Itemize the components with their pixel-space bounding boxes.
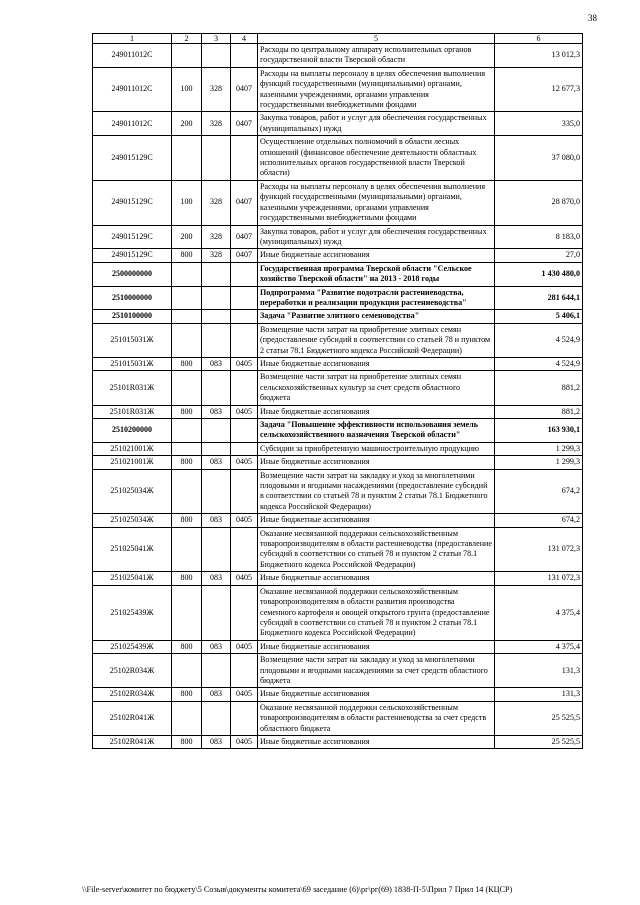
cell-name: Закупка товаров, работ и услуг для обеспечения государственных (муниципальных) нужд <box>258 225 495 249</box>
cell-code: 2510200000 <box>93 419 172 443</box>
column-header: 4 <box>231 34 258 44</box>
cell-section-code: 0407 <box>231 112 258 136</box>
cell-amount: 37 080,0 <box>495 136 583 181</box>
table-body <box>93 44 583 749</box>
table-row <box>93 371 583 405</box>
cell-code: 249011012С <box>93 67 172 112</box>
cell-expense-type: 100 <box>172 67 202 112</box>
cell-name: Возмещение части затрат на закладку и уход за многолетними плодовыми и ягодными насаждениями (предоставление субсидий в соответствии со статьей 78 и пунктом 2 статьи 78.1 Бюджетного кодекса Российской Федерации) <box>258 469 495 514</box>
cell-expense-type: 800 <box>172 456 202 469</box>
cell-amount: 881,2 <box>495 405 583 418</box>
cell-code: 251015031Ж <box>93 323 172 357</box>
cell-ministry-code <box>202 469 231 514</box>
cell-code: 251021001Ж <box>93 442 172 455</box>
cell-name: Оказание несвязанной поддержки сельскохозяйственным товаропроизводителям в области растениеводства (предоставление субсидий в соответствии со статьей 78 и пунктом 2 статьи 78.1 Бюджетного кодекса Российской Федерации) <box>258 527 495 572</box>
cell-expense-type <box>172 527 202 572</box>
cell-code: 249015129С <box>93 136 172 181</box>
cell-ministry-code <box>202 262 231 286</box>
table-row <box>93 514 583 527</box>
cell-section-code <box>231 262 258 286</box>
cell-ministry-code <box>202 701 231 735</box>
table-row <box>93 585 583 640</box>
cell-section-code: 0405 <box>231 405 258 418</box>
cell-amount: 4 375,4 <box>495 585 583 640</box>
cell-code: 2500000000 <box>93 262 172 286</box>
cell-amount: 335,0 <box>495 112 583 136</box>
cell-expense-type <box>172 310 202 323</box>
cell-section-code <box>231 323 258 357</box>
cell-ministry-code: 083 <box>202 572 231 585</box>
cell-expense-type: 800 <box>172 514 202 527</box>
cell-expense-type: 800 <box>172 405 202 418</box>
table-row <box>93 469 583 514</box>
cell-name: Задача "Развитие элитного семеноводства" <box>258 310 495 323</box>
cell-amount: 4 524,9 <box>495 323 583 357</box>
table-row <box>93 262 583 286</box>
cell-code: 251025041Ж <box>93 527 172 572</box>
cell-ministry-code <box>202 527 231 572</box>
cell-ministry-code <box>202 286 231 310</box>
cell-expense-type: 200 <box>172 112 202 136</box>
table-row <box>93 249 583 262</box>
cell-ministry-code: 083 <box>202 456 231 469</box>
cell-expense-type <box>172 654 202 688</box>
cell-code: 25102R034Ж <box>93 688 172 701</box>
cell-section-code <box>231 442 258 455</box>
cell-name: Возмещение части затрат на закладку и уход за многолетними плодовыми и ягодными насаждениями за счет средств областного бюджета <box>258 654 495 688</box>
cell-ministry-code <box>202 585 231 640</box>
cell-expense-type: 200 <box>172 225 202 249</box>
cell-code: 25102R034Ж <box>93 654 172 688</box>
file-path-footer: \\File-server\комитет по бюджету\5 Созыв\документы комитета\69 заседание (6)\рг\рг(69) 1838-П-5\Прил 7 Прил 14 (КЦСР) <box>82 885 513 894</box>
cell-ministry-code: 083 <box>202 357 231 370</box>
cell-amount: 13 012,3 <box>495 44 583 68</box>
cell-amount: 4 375,4 <box>495 640 583 653</box>
cell-code: 249015129С <box>93 249 172 262</box>
cell-code: 249011012С <box>93 44 172 68</box>
cell-ministry-code: 083 <box>202 405 231 418</box>
cell-name: Расходы по центральному аппарату исполнительных органов государственной власти Тверской области <box>258 44 495 68</box>
table-row <box>93 735 583 748</box>
cell-amount: 25 525,5 <box>495 701 583 735</box>
cell-code: 251025041Ж <box>93 572 172 585</box>
cell-ministry-code: 328 <box>202 249 231 262</box>
table-header-row <box>93 34 583 44</box>
cell-amount: 25 525,5 <box>495 735 583 748</box>
table-row <box>93 405 583 418</box>
table-row <box>93 286 583 310</box>
column-header: 6 <box>495 34 583 44</box>
cell-expense-type <box>172 44 202 68</box>
cell-amount: 881,2 <box>495 371 583 405</box>
cell-code: 25101R031Ж <box>93 371 172 405</box>
cell-section-code: 0407 <box>231 67 258 112</box>
cell-section-code <box>231 419 258 443</box>
cell-ministry-code <box>202 310 231 323</box>
cell-code: 249015129С <box>93 225 172 249</box>
cell-section-code: 0405 <box>231 735 258 748</box>
table-row <box>93 640 583 653</box>
table-row <box>93 323 583 357</box>
cell-section-code: 0405 <box>231 514 258 527</box>
cell-code: 251025439Ж <box>93 640 172 653</box>
cell-name: Расходы на выплаты персоналу в целях обеспечения выполнения функций государственными (муниципальными) органами, казенными учреждениями, органами управления государственными внебюджетными фондами <box>258 67 495 112</box>
cell-expense-type: 800 <box>172 688 202 701</box>
cell-section-code <box>231 286 258 310</box>
cell-code: 25101R031Ж <box>93 405 172 418</box>
cell-name: Иные бюджетные ассигнования <box>258 688 495 701</box>
cell-amount: 5 406,1 <box>495 310 583 323</box>
cell-ministry-code <box>202 442 231 455</box>
table-row <box>93 654 583 688</box>
cell-expense-type <box>172 136 202 181</box>
cell-expense-type <box>172 323 202 357</box>
cell-name: Расходы на выплаты персоналу в целях обеспечения выполнения функций государственными (муниципальными) органами, казенными учреждениями, органами управления государственными внебюджетными фондами <box>258 180 495 225</box>
cell-section-code: 0407 <box>231 249 258 262</box>
cell-name: Осуществление отдельных полномочий в области лесных отношений (финансовое обеспечение деятельности областных исполнительных органов государственной власти Тверской области) <box>258 136 495 181</box>
cell-amount: 28 870,0 <box>495 180 583 225</box>
cell-section-code: 0405 <box>231 640 258 653</box>
cell-ministry-code <box>202 654 231 688</box>
column-header: 1 <box>93 34 172 44</box>
table-row <box>93 688 583 701</box>
column-header: 3 <box>202 34 231 44</box>
budget-table <box>92 33 583 749</box>
cell-amount: 131 072,3 <box>495 572 583 585</box>
cell-amount: 674,2 <box>495 469 583 514</box>
cell-amount: 163 930,1 <box>495 419 583 443</box>
cell-expense-type <box>172 585 202 640</box>
cell-amount: 281 644,1 <box>495 286 583 310</box>
cell-amount: 1 299,3 <box>495 442 583 455</box>
cell-ministry-code: 083 <box>202 514 231 527</box>
cell-name: Иные бюджетные ассигнования <box>258 735 495 748</box>
cell-section-code: 0405 <box>231 688 258 701</box>
table-row <box>93 701 583 735</box>
cell-code: 249015129С <box>93 180 172 225</box>
cell-name: Государственная программа Тверской области "Сельское хозяйство Тверской области" на 2013 - 2018 годы <box>258 262 495 286</box>
table-row <box>93 112 583 136</box>
table-row <box>93 456 583 469</box>
cell-name: Иные бюджетные ассигнования <box>258 249 495 262</box>
cell-name: Иные бюджетные ассигнования <box>258 456 495 469</box>
cell-ministry-code: 083 <box>202 640 231 653</box>
cell-ministry-code: 083 <box>202 735 231 748</box>
cell-code: 251015031Ж <box>93 357 172 370</box>
table-row <box>93 225 583 249</box>
cell-expense-type <box>172 262 202 286</box>
cell-name: Субсидии за приобретенную машиностроительную продукцию <box>258 442 495 455</box>
column-header: 5 <box>258 34 495 44</box>
table-row <box>93 310 583 323</box>
cell-ministry-code <box>202 44 231 68</box>
cell-expense-type <box>172 469 202 514</box>
cell-section-code <box>231 701 258 735</box>
cell-section-code <box>231 310 258 323</box>
cell-ministry-code <box>202 419 231 443</box>
cell-section-code: 0407 <box>231 225 258 249</box>
cell-name: Возмещение части затрат на приобретение элитных семян сельскохозяйственных культур за счет средств областного бюджета <box>258 371 495 405</box>
cell-code: 25102R041Ж <box>93 735 172 748</box>
cell-name: Подпрограмма "Развитие подотрасли растениеводства, переработки и реализации продукции растениеводства" <box>258 286 495 310</box>
cell-name: Возмещение части затрат на приобретение элитных семян (предоставление субсидий в соответствии со статьей 78 и пунктом 2 статьи 78.1 Бюджетного кодекса Российской Федерации) <box>258 323 495 357</box>
cell-name: Иные бюджетные ассигнования <box>258 405 495 418</box>
cell-section-code <box>231 585 258 640</box>
cell-ministry-code: 328 <box>202 225 231 249</box>
cell-section-code <box>231 469 258 514</box>
cell-name: Иные бюджетные ассигнования <box>258 572 495 585</box>
cell-code: 2510000000 <box>93 286 172 310</box>
cell-section-code: 0405 <box>231 456 258 469</box>
cell-amount: 1 430 480,0 <box>495 262 583 286</box>
cell-expense-type <box>172 419 202 443</box>
page-number: 38 <box>588 13 597 23</box>
cell-section-code <box>231 654 258 688</box>
cell-expense-type <box>172 442 202 455</box>
cell-amount: 8 183,0 <box>495 225 583 249</box>
cell-code: 251021001Ж <box>93 456 172 469</box>
table-row <box>93 180 583 225</box>
cell-ministry-code: 328 <box>202 180 231 225</box>
cell-expense-type: 800 <box>172 735 202 748</box>
cell-name: Оказание несвязанной поддержки сельскохозяйственным товаропроизводителям в области растениеводства за счет средств областного бюджета <box>258 701 495 735</box>
cell-amount: 131 072,3 <box>495 527 583 572</box>
cell-section-code <box>231 44 258 68</box>
cell-code: 249011012С <box>93 112 172 136</box>
cell-name: Иные бюджетные ассигнования <box>258 357 495 370</box>
cell-name: Оказание несвязанной поддержки сельскохозяйственным товаропроизводителям в области развития производства семенного картофеля и овощей открытого грунта (предоставление субсидий в соответствии со статьей 78 и пунктом 2 статьи 78.1 Бюджетного кодекса Российской Федерации) <box>258 585 495 640</box>
cell-amount: 4 524,9 <box>495 357 583 370</box>
cell-expense-type <box>172 286 202 310</box>
cell-section-code <box>231 371 258 405</box>
cell-expense-type: 800 <box>172 249 202 262</box>
table-row <box>93 136 583 181</box>
cell-name: Закупка товаров, работ и услуг для обеспечения государственных (муниципальных) нужд <box>258 112 495 136</box>
cell-section-code: 0405 <box>231 572 258 585</box>
cell-expense-type <box>172 371 202 405</box>
cell-name: Иные бюджетные ассигнования <box>258 514 495 527</box>
table-row <box>93 357 583 370</box>
cell-code: 251025034Ж <box>93 514 172 527</box>
table-row <box>93 44 583 68</box>
cell-ministry-code: 328 <box>202 112 231 136</box>
cell-section-code: 0405 <box>231 357 258 370</box>
cell-amount: 674,2 <box>495 514 583 527</box>
cell-amount: 131,3 <box>495 654 583 688</box>
cell-amount: 1 299,3 <box>495 456 583 469</box>
cell-expense-type: 800 <box>172 357 202 370</box>
cell-section-code <box>231 527 258 572</box>
cell-code: 251025439Ж <box>93 585 172 640</box>
cell-name: Иные бюджетные ассигнования <box>258 640 495 653</box>
cell-amount: 27,0 <box>495 249 583 262</box>
cell-ministry-code: 083 <box>202 688 231 701</box>
cell-code: 25102R041Ж <box>93 701 172 735</box>
table-row <box>93 442 583 455</box>
cell-name: Задача "Повышение эффективности использования земель сельскохозяйственного назначения Тверской области" <box>258 419 495 443</box>
cell-ministry-code <box>202 371 231 405</box>
table-row <box>93 527 583 572</box>
cell-expense-type: 800 <box>172 572 202 585</box>
cell-ministry-code: 328 <box>202 67 231 112</box>
cell-ministry-code <box>202 323 231 357</box>
table-row <box>93 572 583 585</box>
table-row <box>93 67 583 112</box>
table-row <box>93 419 583 443</box>
cell-code: 2510100000 <box>93 310 172 323</box>
cell-amount: 12 677,3 <box>495 67 583 112</box>
cell-expense-type: 800 <box>172 640 202 653</box>
cell-code: 251025034Ж <box>93 469 172 514</box>
cell-expense-type <box>172 701 202 735</box>
cell-section-code: 0407 <box>231 180 258 225</box>
column-header: 2 <box>172 34 202 44</box>
cell-expense-type: 100 <box>172 180 202 225</box>
cell-ministry-code <box>202 136 231 181</box>
cell-section-code <box>231 136 258 181</box>
cell-amount: 131,3 <box>495 688 583 701</box>
